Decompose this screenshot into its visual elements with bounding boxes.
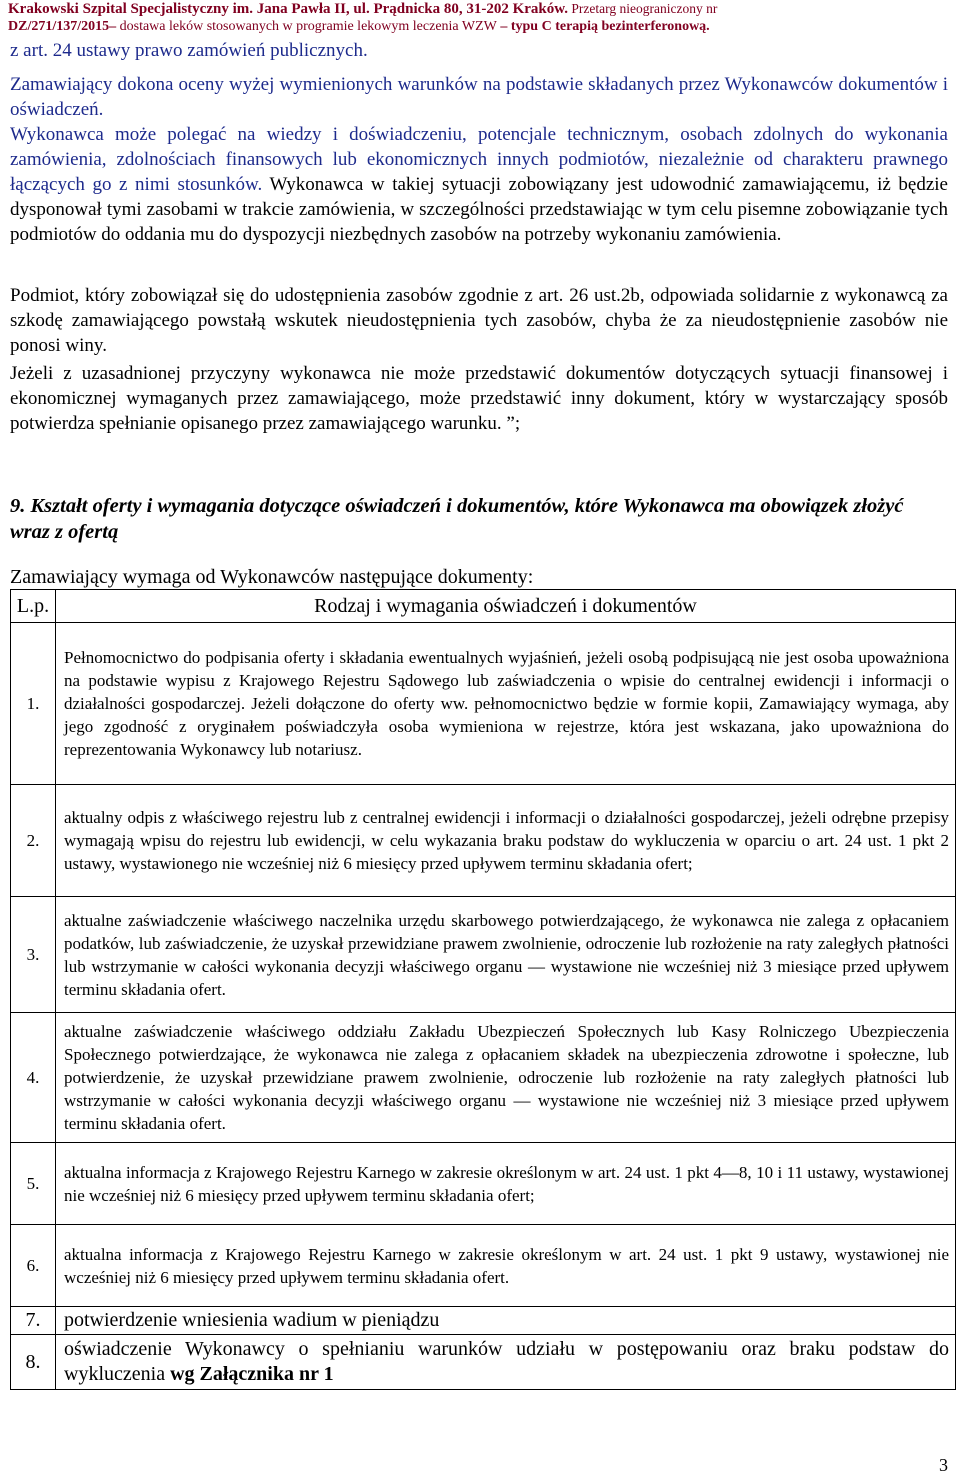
row-text: aktualna informacja z Krajowego Rejestru Karnego w zakresie określonym w art. 24 ust. 1 pkt 4—8, 10 i 11 ustawy, wystawionej nie wcześniej niż 6 miesięcy przed upływem terminu składania ofert; [56, 1143, 956, 1225]
section-9-title: Kształt oferty i wymagania dotyczące oświadczeń i dokumentów, które Wykonawca ma obowiązek złożyć wraz z ofertą [10, 495, 904, 543]
row-number: 3. [11, 897, 56, 1013]
page-header [8, 0, 956, 35]
body-paragraph-1: z art. 24 ustawy prawo zamówień publicznych. [10, 40, 368, 61]
header-tender: Przetarg nieograniczony nr [568, 1, 718, 16]
table-row [11, 1143, 956, 1225]
row-text-annex: wg Załącznika nr 1 [170, 1363, 334, 1385]
table-row [11, 1013, 956, 1143]
row-text: Pełnomocnictwo do podpisania oferty i składania ewentualnych wyjaśnień, jeżeli osobą podpisującą nie jest osoba upoważniona na podstawie wypisu z Krajowego Rejestru Sądowego lub zaświadczenia o wpisie do centralnej ewidencji i informacji o działalności gospodarczej. Jeżeli dołączone do oferty ww. pełnomocnictwo będzie w formie kopii, Zamawiający wymaga, aby jego zgodność z oryginałem poświadczyła osoba wymieniona w rejestrze, która jest wskazana, jako upoważniona do reprezentowania Wykonawcy lub notariusz. [56, 623, 956, 785]
header-ref: DZ/271/137/2015 [8, 19, 110, 34]
row-text [56, 1335, 956, 1390]
col-description-header: Rodzaj i wymagania oświadczeń i dokumentów [56, 590, 956, 623]
row-number: 2. [11, 785, 56, 897]
row-number: 4. [11, 1013, 56, 1143]
body-paragraph-4: Podmiot, który zobowiązał się do udostępnienia zasobów zgodnie z art. 26 ust.2b, odpowiada solidarnie z wykonawcą za szkodę zamawiającego powstałą wskutek nieudostępnienia tych zasobów, chyba że za nieudostępnienie zasobów nie ponosi winy. [10, 285, 948, 356]
row-text: aktualne zaświadczenie właściwego naczelnika urzędu skarbowego potwierdzającego, że wykonawca nie zalega z opłacaniem podatków, lub zaświadczenie, że uzyskał przewidziane prawem zwolnienie, odroczenie lub rozłożenie na raty zaległych płatności lub wstrzymanie w całości wykonania decyzji właściwego organu — wystawione nie wcześniej niż 3 miesiące przed upływem terminu składania ofert. [56, 897, 956, 1013]
header-line-1 [8, 0, 956, 18]
row-text: aktualne zaświadczenie właściwego oddziału Zakładu Ubezpieczeń Społecznych lub Kasy Rolniczego Ubezpieczenia Społecznego potwierdzające, że wykonawca nie zalega z opłacaniem składek na ubezpieczenia zdrowotne i społeczne, lub potwierdzenie, że uzyskał przewidziane prawem zwolnienie, odroczenie lub rozłożenie na raty zaległych płatności lub wstrzymanie w całości wykonania decyzji właściwego organu — wystawione nie wcześniej niż 3 miesiące przed upływem terminu składania ofert. [56, 1013, 956, 1143]
row-number: 8. [11, 1335, 56, 1390]
section-9-number: 9. [10, 495, 26, 517]
table-row [11, 897, 956, 1013]
header-hospital: Krakowski Szpital Specjalistyczny im. Jana Pawła II, ul. Prądnicka 80, 31-202 Kraków. [8, 1, 569, 17]
row-number: 7. [11, 1307, 56, 1335]
row-text: aktualny odpis z właściwego rejestru lub z centralnej ewidencji i informacji o działalności gospodarczej, jeżeli odrębne przepisy wymagają wpisu do rejestru lub ewidencji, w celu wykazania braku podstaw do wykluczenia w oparciu o art. 24 ust. 1 pkt 2 ustawy, wystawionego nie wcześniej niż 6 miesięcy przed upływem terminu składania ofert; [56, 785, 956, 897]
table-row [11, 623, 956, 785]
body-paragraph-3 [10, 122, 948, 247]
table-row [11, 1335, 956, 1390]
row-number: 1. [11, 623, 56, 785]
row-text: potwierdzenie wniesienia wadium w pieniądzu [56, 1307, 956, 1335]
table-header-row [11, 590, 956, 623]
row-number: 5. [11, 1143, 56, 1225]
body-paragraph-3b: Wykonawca w takiej sytuacji zobowiązany jest udowodnić zamawiającemu, iż będzie dysponował tymi zasobami w trakcie zamówienia, w szczególności przedstawiając w tym celu pisemne zobowiązanie tych podmiotów do oddania mu do dyspozycji niezbędnych zasobów na potrzeby wykonaniu zamówienia. [10, 174, 948, 245]
header-dash: – [109, 19, 120, 34]
row-text-main: oświadczenie Wykonawcy o spełnianiu warunków udziału w postępowaniu oraz braku podstaw do wykluczenia [64, 1338, 949, 1385]
table-row [11, 785, 956, 897]
body-paragraph-5: Jeżeli z uzasadnionej przyczyny wykonawca nie może przedstawić dokumentów dotyczących sytuacji finansowej i ekonomicznej wymaganych przez zamawiającego, może przedstawić inny dokument, który w wystarczający sposób potwierdza spełnianie opisanego przez zamawiającego warunku. ”; [10, 363, 948, 434]
header-line-2 [8, 18, 956, 35]
header-subject: dostawa leków stosowanych w programie lekowym leczenia WZW [119, 19, 497, 34]
page-number: 3 [939, 1455, 948, 1475]
documents-intro: Zamawiający wymaga od Wykonawców następujące dokumenty: [10, 566, 534, 588]
header-subject-end: – typu C terapią bezinterferonową. [496, 19, 710, 34]
documents-table [10, 589, 956, 1390]
body-paragraph-3a: Wykonawca może polegać na wiedzy i doświadczeniu, potencjale technicznym, osobach zdolnych do wykonania zamówienia, zdolnościach finansowych lub ekonomicznych innych podmiotów, niezależnie od charakteru prawnego łączących go z nimi stosunków. [10, 124, 948, 195]
row-number: 6. [11, 1225, 56, 1307]
col-number-header: L.p. [11, 590, 56, 623]
section-9-heading [10, 493, 948, 545]
table-row [11, 1225, 956, 1307]
row-text: aktualna informacja z Krajowego Rejestru Karnego w zakresie określonym w art. 24 ust. 1 pkt 9 ustawy, wystawionej nie wcześniej niż 6 miesięcy przed upływem terminu składania ofert. [56, 1225, 956, 1307]
table-row [11, 1307, 956, 1335]
body-paragraph-2: Zamawiający dokona oceny wyżej wymienionych warunków na podstawie składanych przez Wykonawców dokumentów i oświadczeń. [10, 74, 948, 120]
